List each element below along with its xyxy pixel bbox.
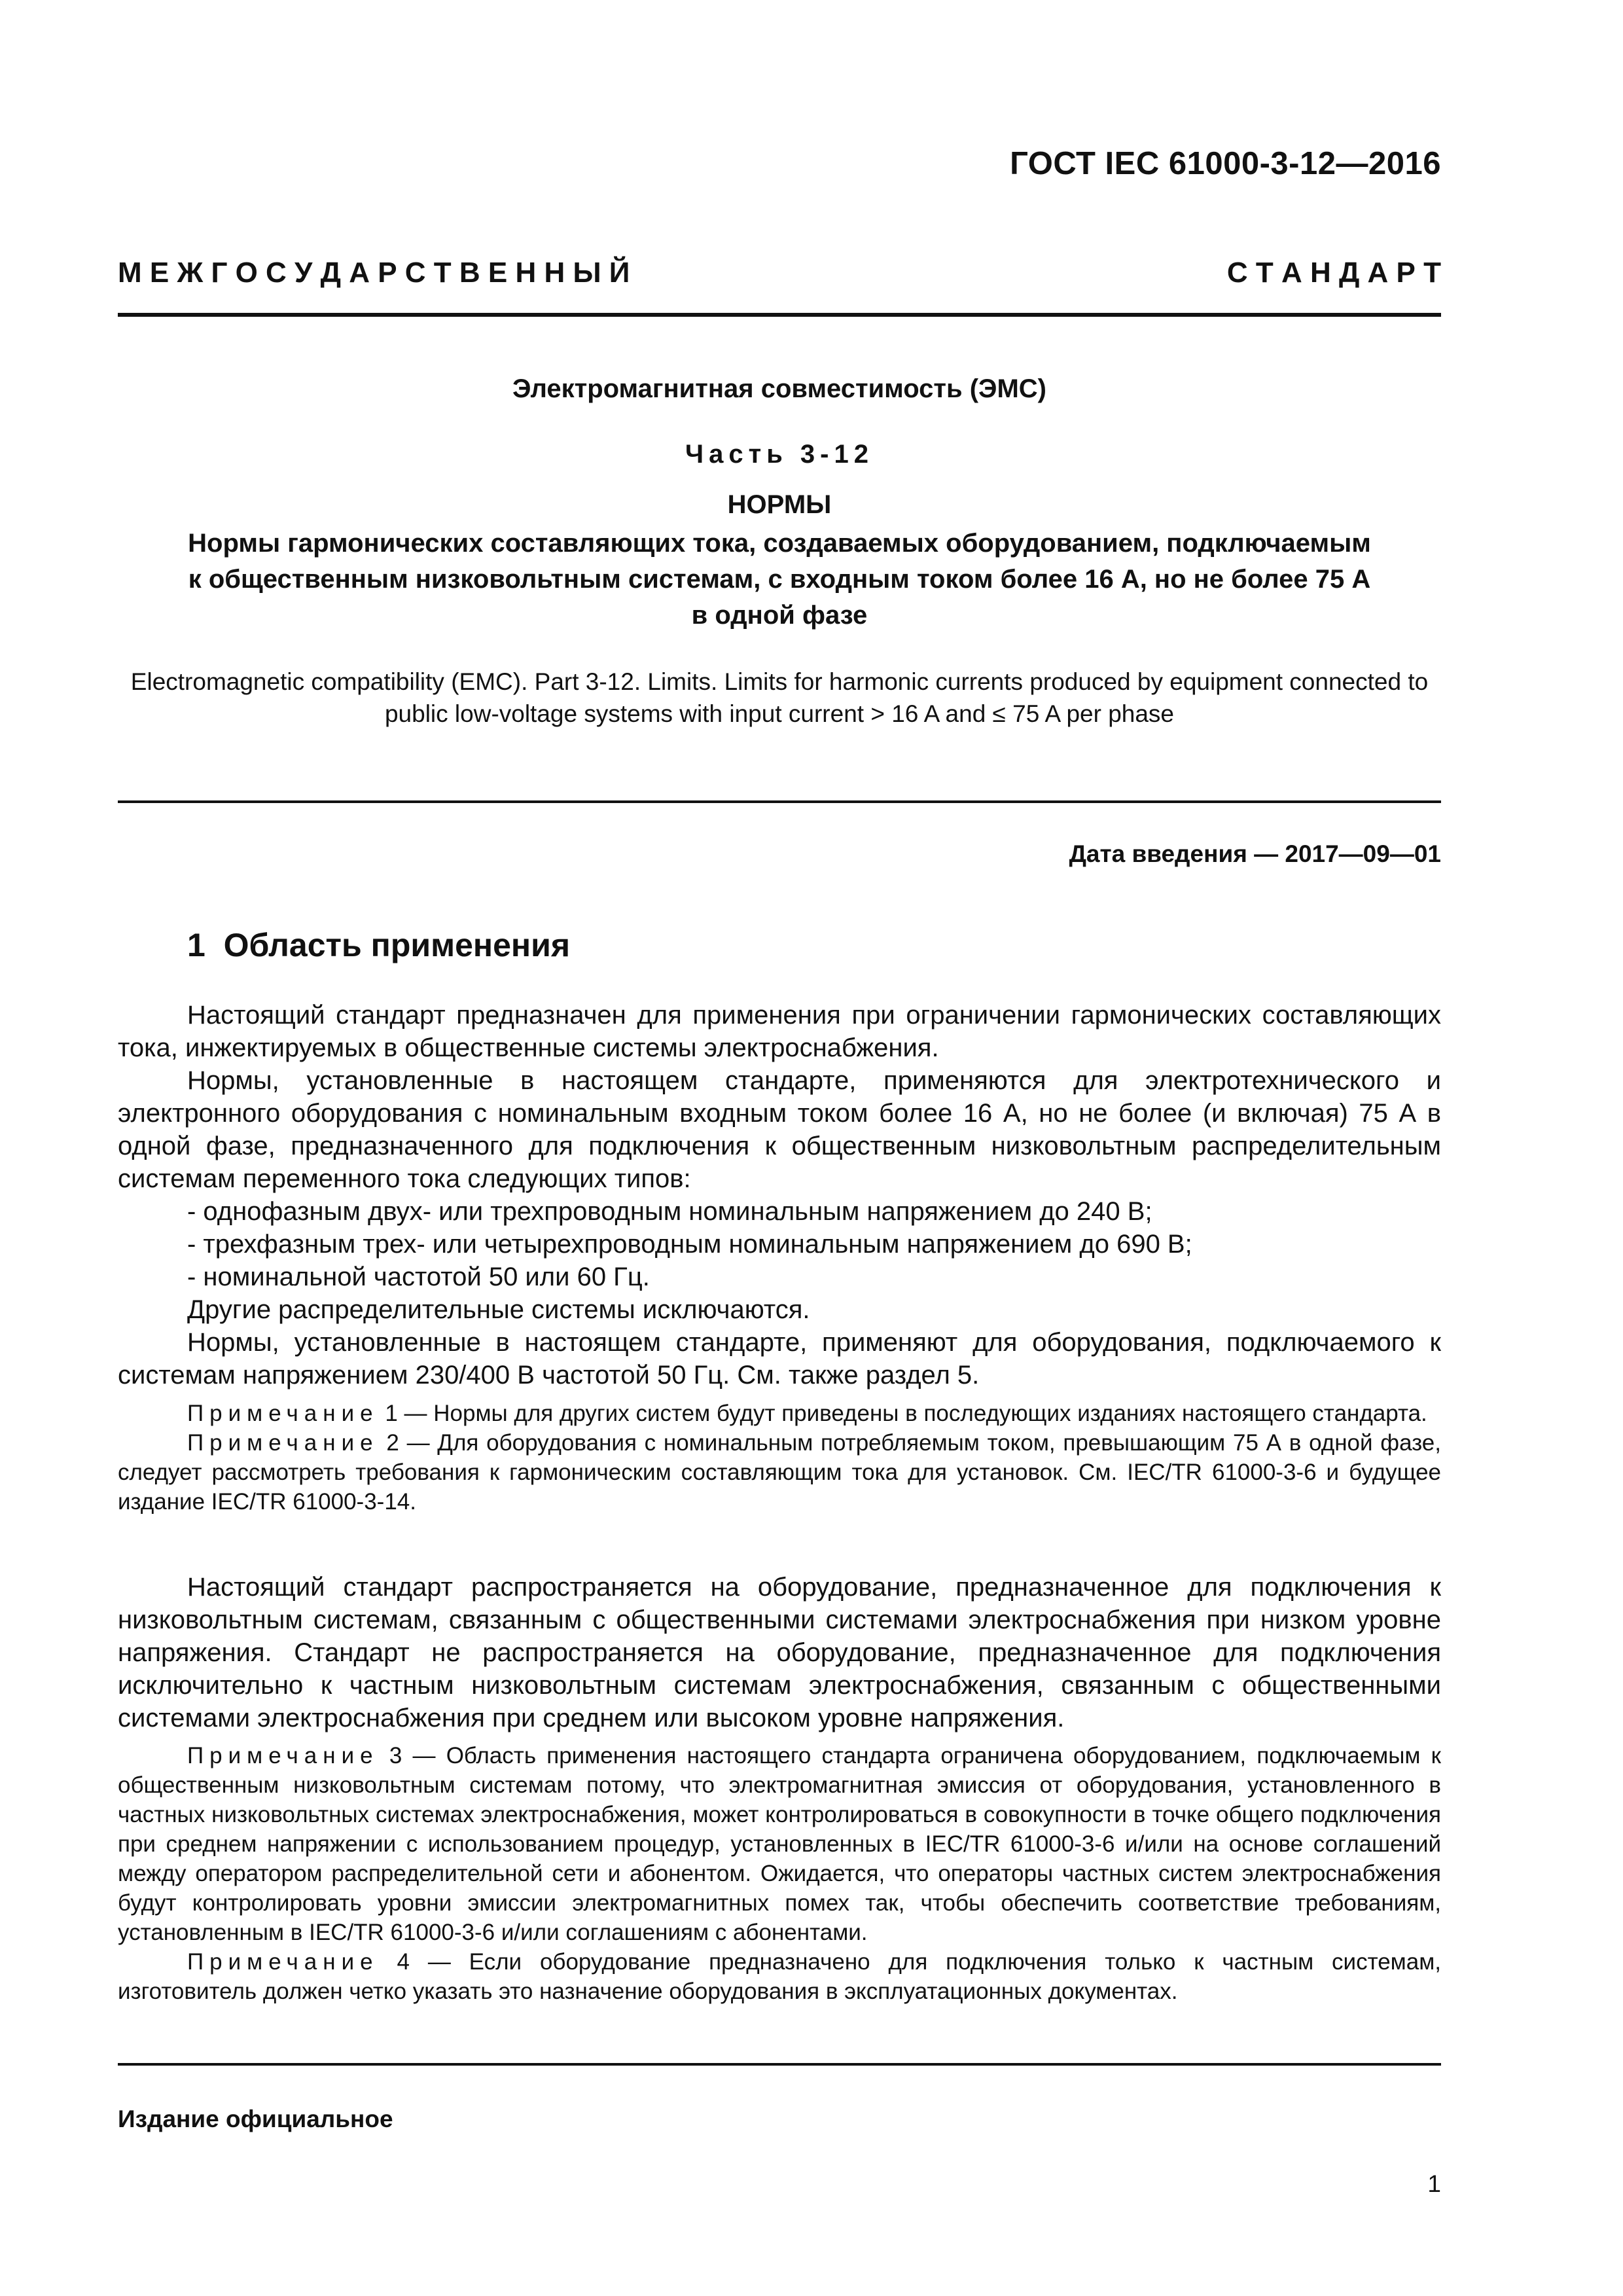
title-emc: Электромагнитная совместимость (ЭМС)	[512, 374, 1046, 403]
note-label: Примечание	[187, 1743, 379, 1768]
note-1	[118, 1399, 1441, 1428]
banner-left: М Е Ж Г О С У Д А Р С Т В Е Н Н Ы Й	[118, 257, 630, 289]
banner-right: С Т А Н Д А Р Т	[1226, 257, 1441, 289]
paragraph: Настоящий стандарт распространяется на оборудование, предназначенное для подключения к низковольтным системам, связанным с общественными системами электроснабжения при низком уровне напряжения. Стандарт не распространяется на оборудование, предназначенное для подключения исключительно к частным низковольтным системам электроснабжения, связанным с общественными системами электроснабжения при среднем или высоком уровне напряжения.	[118, 1573, 1441, 1732]
section-title: Область применения	[223, 927, 571, 963]
note-number: 4	[397, 1949, 410, 1975]
title-line-3: в одной фазе	[691, 601, 868, 630]
note-4	[118, 1947, 1441, 2006]
note-text: — Область применения настоящего стандарта ограничена оборудованием, подключаемым к общественным низковольтным системам потому, что электромагнитная эмиссия от оборудования, установленного в частных низковольтных системах электроснабжения, может контролироваться в совокупности в точке общего подключения при среднем напряжении с использованием процедур, установленных в IEC/TR 61000-3-6 и/или на основе соглашений между оператором распределительной сети и абонентом. Ожидается, что операторы частных систем электроснабжения будут контролировать уровни эмиссии электромагнитных помех так, чтобы обеспечить соответствие требованиям, установленным в IEC/TR 61000-3-6 и/или соглашениям с абонентами.	[118, 1743, 1441, 1945]
title-line-1: Нормы гармонических составляющих тока, создаваемых оборудованием, подключаемым	[188, 529, 1371, 558]
list-item: - трехфазным трех- или четырехпроводным номинальным напряжением до 690 В;	[187, 1230, 1192, 1259]
title-english-line-2: public low-voltage systems with input current > 16 A and ≤ 75 A per phase	[384, 700, 1175, 727]
title-english-line-1: Electromagnetic compatibility (EMC). Part 3-12. Limits. Limits for harmonic currents produced by equipment connected to	[130, 668, 1429, 695]
list-item: - однофазным двух- или трехпроводным номинальным напряжением до 240 В;	[187, 1197, 1152, 1226]
paragraph: Нормы, установленные в настоящем стандарте, применяют для оборудования, подключаемого к системам напряжением 230/400 В частотой 50 Гц. См. также раздел 5.	[118, 1328, 1441, 1390]
paragraph: Другие распределительные системы исключаются.	[187, 1295, 810, 1324]
body-text-2	[118, 1571, 1441, 1734]
section-number: 1	[187, 927, 205, 963]
note-label: Примечание	[187, 1401, 379, 1426]
note-label: Примечание	[187, 1430, 379, 1456]
note-number: 3	[389, 1743, 402, 1768]
note-text: — Если оборудование предназначено для подключения только к частным системам, изготовитель должен четко указать это назначение оборудования в эксплуатационных документах.	[118, 1949, 1442, 2004]
note-text: — Нормы для других систем будут приведены в последующих изданиях настоящего стандарта.	[404, 1401, 1427, 1426]
edition-label: Издание официальное	[118, 2106, 393, 2132]
title-part: Часть 3-12	[685, 440, 874, 469]
body-text-1	[118, 999, 1441, 1391]
title-main	[118, 526, 1441, 634]
note-text: — Для оборудования с номинальным потребляемым током, превышающим 75 А в одной фазе, следует рассмотреть требования к гармоническим составляющим тока для установок. См. IEC/TR 61000-3-6 и будущее издание IEC/TR 61000-3-14.	[118, 1430, 1441, 1515]
list-item: - номинальной частотой 50 или 60 Гц.	[187, 1263, 650, 1291]
note-number: 1	[385, 1401, 398, 1426]
note-number: 2	[386, 1430, 399, 1456]
header-rule	[118, 313, 1441, 317]
note-2	[118, 1428, 1441, 1516]
section-heading	[187, 926, 570, 964]
title-line-2: к общественным низковольтным системам, с входным током более 16 А, но не более 75 А	[188, 565, 1371, 594]
paragraph: Настоящий стандарт предназначен для применения при ограничении гармонических составляющих тока, инжектируемых в общественные системы электроснабжения.	[118, 1001, 1441, 1062]
note-3	[118, 1741, 1441, 1947]
title-norms: НОРМЫ	[727, 490, 832, 519]
footer-rule	[118, 2063, 1441, 2066]
introduction-date: Дата введения — 2017—09—01	[1069, 840, 1441, 867]
document-code: ГОСТ IEC 61000-3-12—2016	[1010, 146, 1441, 181]
title-rule	[118, 800, 1441, 803]
notes-block-1	[118, 1399, 1441, 1516]
page-number: 1	[1427, 2170, 1441, 2197]
title-english	[118, 666, 1441, 730]
note-label: Примечание	[187, 1949, 379, 1975]
paragraph: Нормы, установленные в настоящем стандарте, применяются для электротехнического и электронного оборудования с номинальным входным током более 16 А, но не более (и включая) 75 А в одной фазе, предназначенного для подключения к общественным низковольтным распределительным системам переменного тока следующих типов:	[118, 1066, 1441, 1193]
standard-banner	[118, 257, 1441, 289]
notes-block-2	[118, 1741, 1441, 2006]
